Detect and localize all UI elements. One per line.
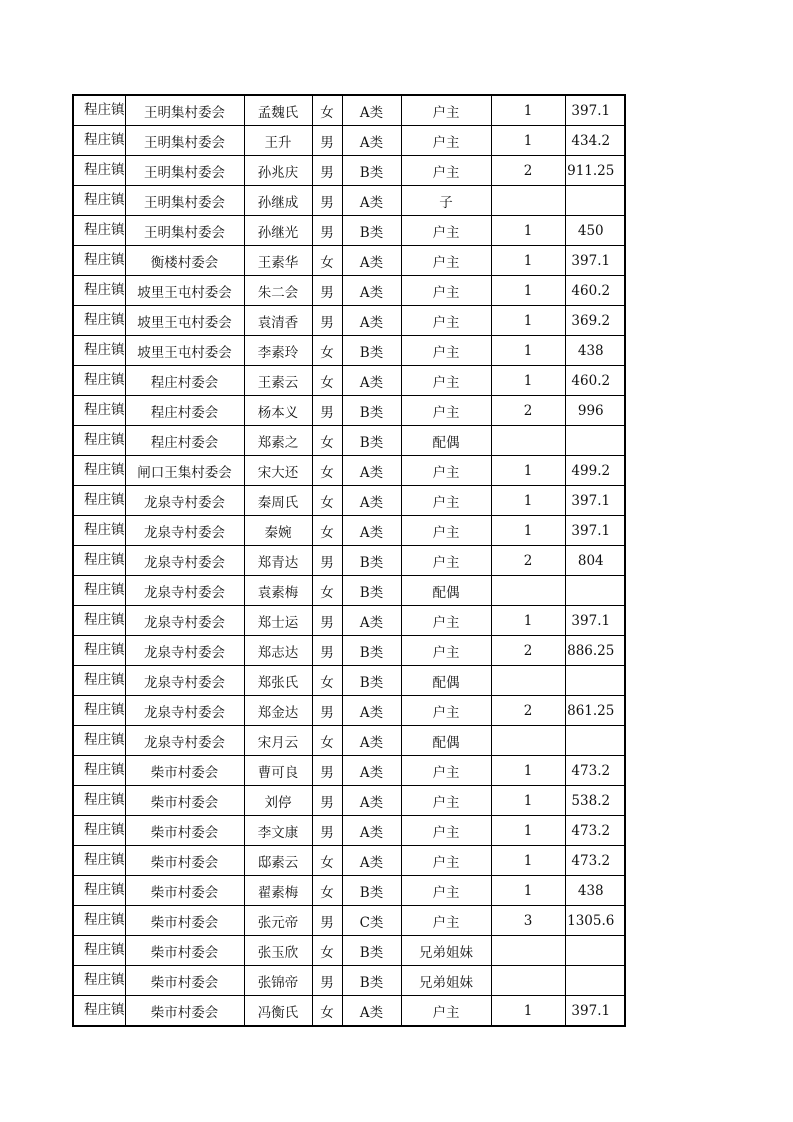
count-cell: 1 [491, 846, 565, 876]
count-cell: 2 [491, 396, 565, 426]
gender-cell: 女 [312, 246, 342, 276]
amount-cell: 886.25 [565, 636, 625, 666]
relation-cell: 户主 [401, 216, 491, 246]
gender-cell: 女 [312, 486, 342, 516]
town-cell: 程庄镇 [73, 726, 125, 756]
amount-cell: 397.1 [565, 246, 625, 276]
category-cell: A类 [342, 366, 401, 396]
village-cell: 王明集村委会 [125, 126, 244, 156]
village-cell: 龙泉寺村委会 [125, 666, 244, 696]
relation-cell: 配偶 [401, 576, 491, 606]
category-cell: B类 [342, 216, 401, 246]
town-cell: 程庄镇 [73, 276, 125, 306]
village-cell: 龙泉寺村委会 [125, 636, 244, 666]
category-cell: A类 [342, 816, 401, 846]
gender-cell: 男 [312, 816, 342, 846]
relation-cell: 户主 [401, 786, 491, 816]
roster-body [73, 95, 625, 1026]
name-cell: 孟魏氏 [244, 95, 312, 126]
relation-cell: 户主 [401, 276, 491, 306]
town-cell: 程庄镇 [73, 606, 125, 636]
count-cell: 1 [491, 456, 565, 486]
count-cell [491, 576, 565, 606]
gender-cell: 男 [312, 186, 342, 216]
name-cell: 郑青达 [244, 546, 312, 576]
village-cell: 柴市村委会 [125, 876, 244, 906]
gender-cell: 女 [312, 366, 342, 396]
gender-cell: 女 [312, 876, 342, 906]
gender-cell: 女 [312, 576, 342, 606]
name-cell: 张锦帝 [244, 966, 312, 996]
village-cell: 柴市村委会 [125, 846, 244, 876]
gender-cell: 男 [312, 636, 342, 666]
table-row [73, 696, 625, 726]
gender-cell: 男 [312, 396, 342, 426]
relation-cell: 户主 [401, 846, 491, 876]
table-row [73, 846, 625, 876]
count-cell: 1 [491, 306, 565, 336]
relation-cell: 户主 [401, 636, 491, 666]
table-row [73, 396, 625, 426]
relation-cell: 户主 [401, 336, 491, 366]
table-row [73, 756, 625, 786]
gender-cell: 女 [312, 666, 342, 696]
relation-cell: 户主 [401, 95, 491, 126]
table-row [73, 726, 625, 756]
town-cell: 程庄镇 [73, 336, 125, 366]
table-row [73, 95, 625, 126]
amount-cell: 397.1 [565, 996, 625, 1027]
count-cell: 1 [491, 276, 565, 306]
gender-cell: 男 [312, 606, 342, 636]
category-cell: A类 [342, 696, 401, 726]
village-cell: 柴市村委会 [125, 816, 244, 846]
table-row [73, 996, 625, 1027]
table-row [73, 516, 625, 546]
category-cell: B类 [342, 936, 401, 966]
amount-cell: 911.25 [565, 156, 625, 186]
name-cell: 刘停 [244, 786, 312, 816]
table-row [73, 906, 625, 936]
gender-cell: 女 [312, 456, 342, 486]
category-cell: B类 [342, 396, 401, 426]
relation-cell: 户主 [401, 156, 491, 186]
table-row [73, 936, 625, 966]
category-cell: A类 [342, 786, 401, 816]
count-cell: 1 [491, 486, 565, 516]
category-cell: A类 [342, 186, 401, 216]
category-cell: A类 [342, 95, 401, 126]
table-row [73, 816, 625, 846]
name-cell: 孙继光 [244, 216, 312, 246]
village-cell: 王明集村委会 [125, 95, 244, 126]
count-cell: 3 [491, 906, 565, 936]
category-cell: A类 [342, 606, 401, 636]
table-row [73, 246, 625, 276]
category-cell: A类 [342, 126, 401, 156]
table-row [73, 366, 625, 396]
relation-cell: 子 [401, 186, 491, 216]
amount-cell: 460.2 [565, 276, 625, 306]
amount-cell: 473.2 [565, 816, 625, 846]
amount-cell: 473.2 [565, 756, 625, 786]
category-cell: B类 [342, 636, 401, 666]
gender-cell: 男 [312, 306, 342, 336]
count-cell: 1 [491, 606, 565, 636]
gender-cell: 男 [312, 906, 342, 936]
village-cell: 王明集村委会 [125, 216, 244, 246]
name-cell: 翟素梅 [244, 876, 312, 906]
town-cell: 程庄镇 [73, 246, 125, 276]
gender-cell: 女 [312, 846, 342, 876]
village-cell: 龙泉寺村委会 [125, 486, 244, 516]
count-cell [491, 726, 565, 756]
amount-cell: 397.1 [565, 606, 625, 636]
town-cell: 程庄镇 [73, 186, 125, 216]
name-cell: 宋月云 [244, 726, 312, 756]
town-cell: 程庄镇 [73, 126, 125, 156]
amount-cell: 438 [565, 336, 625, 366]
amount-cell [565, 576, 625, 606]
name-cell: 袁素梅 [244, 576, 312, 606]
count-cell: 1 [491, 786, 565, 816]
village-cell: 王明集村委会 [125, 156, 244, 186]
name-cell: 秦婉 [244, 516, 312, 546]
relation-cell: 户主 [401, 306, 491, 336]
category-cell: A类 [342, 846, 401, 876]
count-cell [491, 666, 565, 696]
category-cell: A类 [342, 726, 401, 756]
gender-cell: 女 [312, 336, 342, 366]
category-cell: B类 [342, 546, 401, 576]
count-cell: 1 [491, 516, 565, 546]
amount-cell: 1305.6 [565, 906, 625, 936]
town-cell: 程庄镇 [73, 936, 125, 966]
village-cell: 闸口王集村委会 [125, 456, 244, 486]
town-cell: 程庄镇 [73, 516, 125, 546]
amount-cell: 397.1 [565, 486, 625, 516]
relation-cell: 兄弟姐妹 [401, 936, 491, 966]
amount-cell [565, 186, 625, 216]
table-row [73, 306, 625, 336]
count-cell: 1 [491, 246, 565, 276]
amount-cell [565, 726, 625, 756]
name-cell: 郑张氏 [244, 666, 312, 696]
amount-cell: 450 [565, 216, 625, 246]
table-row [73, 636, 625, 666]
village-cell: 龙泉寺村委会 [125, 576, 244, 606]
name-cell: 王素云 [244, 366, 312, 396]
table-row [73, 666, 625, 696]
relation-cell: 户主 [401, 546, 491, 576]
town-cell: 程庄镇 [73, 996, 125, 1027]
table-row [73, 156, 625, 186]
table-row [73, 786, 625, 816]
count-cell: 1 [491, 126, 565, 156]
relation-cell: 户主 [401, 246, 491, 276]
village-cell: 衡楼村委会 [125, 246, 244, 276]
amount-cell: 538.2 [565, 786, 625, 816]
village-cell: 程庄村委会 [125, 396, 244, 426]
count-cell: 1 [491, 366, 565, 396]
relation-cell: 户主 [401, 756, 491, 786]
town-cell: 程庄镇 [73, 756, 125, 786]
name-cell: 孙继成 [244, 186, 312, 216]
category-cell: C类 [342, 906, 401, 936]
amount-cell: 397.1 [565, 95, 625, 126]
relation-cell: 户主 [401, 396, 491, 426]
town-cell: 程庄镇 [73, 636, 125, 666]
gender-cell: 男 [312, 966, 342, 996]
relation-cell: 配偶 [401, 666, 491, 696]
village-cell: 柴市村委会 [125, 936, 244, 966]
name-cell: 朱二会 [244, 276, 312, 306]
table-row [73, 276, 625, 306]
village-cell: 柴市村委会 [125, 966, 244, 996]
category-cell: A类 [342, 756, 401, 786]
gender-cell: 男 [312, 276, 342, 306]
town-cell: 程庄镇 [73, 816, 125, 846]
town-cell: 程庄镇 [73, 306, 125, 336]
relation-cell: 兄弟姐妹 [401, 966, 491, 996]
village-cell: 龙泉寺村委会 [125, 696, 244, 726]
name-cell: 郑士运 [244, 606, 312, 636]
table-row [73, 216, 625, 246]
count-cell: 1 [491, 216, 565, 246]
village-cell: 程庄村委会 [125, 366, 244, 396]
town-cell: 程庄镇 [73, 95, 125, 126]
relation-cell: 户主 [401, 366, 491, 396]
gender-cell: 男 [312, 546, 342, 576]
name-cell: 曹可良 [244, 756, 312, 786]
village-cell: 柴市村委会 [125, 756, 244, 786]
town-cell: 程庄镇 [73, 876, 125, 906]
gender-cell: 男 [312, 216, 342, 246]
town-cell: 程庄镇 [73, 666, 125, 696]
village-cell: 龙泉寺村委会 [125, 726, 244, 756]
town-cell: 程庄镇 [73, 906, 125, 936]
village-cell: 柴市村委会 [125, 786, 244, 816]
name-cell: 冯衡氏 [244, 996, 312, 1027]
category-cell: B类 [342, 426, 401, 456]
amount-cell: 460.2 [565, 366, 625, 396]
relation-cell: 户主 [401, 696, 491, 726]
relation-cell: 户主 [401, 996, 491, 1027]
name-cell: 张元帝 [244, 906, 312, 936]
town-cell: 程庄镇 [73, 486, 125, 516]
category-cell: A类 [342, 996, 401, 1027]
amount-cell: 369.2 [565, 306, 625, 336]
gender-cell: 男 [312, 756, 342, 786]
gender-cell: 女 [312, 996, 342, 1027]
gender-cell: 男 [312, 156, 342, 186]
category-cell: B类 [342, 336, 401, 366]
count-cell [491, 966, 565, 996]
relation-cell: 户主 [401, 456, 491, 486]
village-cell: 程庄村委会 [125, 426, 244, 456]
town-cell: 程庄镇 [73, 396, 125, 426]
town-cell: 程庄镇 [73, 456, 125, 486]
amount-cell: 861.25 [565, 696, 625, 726]
town-cell: 程庄镇 [73, 366, 125, 396]
gender-cell: 女 [312, 516, 342, 546]
roster-table [72, 94, 626, 1027]
amount-cell [565, 966, 625, 996]
count-cell: 2 [491, 546, 565, 576]
count-cell: 2 [491, 636, 565, 666]
name-cell: 王升 [244, 126, 312, 156]
count-cell: 1 [491, 876, 565, 906]
table-row [73, 426, 625, 456]
amount-cell: 438 [565, 876, 625, 906]
category-cell: B类 [342, 576, 401, 606]
name-cell: 杨本义 [244, 396, 312, 426]
village-cell: 坡里王屯村委会 [125, 336, 244, 366]
table-row [73, 606, 625, 636]
count-cell: 1 [491, 336, 565, 366]
amount-cell: 473.2 [565, 846, 625, 876]
category-cell: B类 [342, 876, 401, 906]
town-cell: 程庄镇 [73, 216, 125, 246]
table-row [73, 126, 625, 156]
name-cell: 张玉欣 [244, 936, 312, 966]
category-cell: A类 [342, 456, 401, 486]
village-cell: 柴市村委会 [125, 906, 244, 936]
table-row [73, 876, 625, 906]
name-cell: 郑金达 [244, 696, 312, 726]
amount-cell: 996 [565, 396, 625, 426]
village-cell: 龙泉寺村委会 [125, 516, 244, 546]
name-cell: 郑素之 [244, 426, 312, 456]
gender-cell: 女 [312, 95, 342, 126]
name-cell: 宋大还 [244, 456, 312, 486]
count-cell [491, 936, 565, 966]
relation-cell: 户主 [401, 126, 491, 156]
amount-cell [565, 936, 625, 966]
relation-cell: 户主 [401, 486, 491, 516]
category-cell: B类 [342, 156, 401, 186]
amount-cell: 397.1 [565, 516, 625, 546]
count-cell [491, 426, 565, 456]
town-cell: 程庄镇 [73, 546, 125, 576]
relation-cell: 户主 [401, 606, 491, 636]
gender-cell: 男 [312, 126, 342, 156]
category-cell: B类 [342, 666, 401, 696]
relation-cell: 户主 [401, 516, 491, 546]
town-cell: 程庄镇 [73, 846, 125, 876]
category-cell: A类 [342, 276, 401, 306]
category-cell: A类 [342, 246, 401, 276]
village-cell: 龙泉寺村委会 [125, 606, 244, 636]
count-cell: 1 [491, 816, 565, 846]
relation-cell: 配偶 [401, 726, 491, 756]
table-row [73, 186, 625, 216]
category-cell: B类 [342, 966, 401, 996]
relation-cell: 户主 [401, 876, 491, 906]
count-cell: 2 [491, 156, 565, 186]
town-cell: 程庄镇 [73, 696, 125, 726]
name-cell: 郑志达 [244, 636, 312, 666]
count-cell: 1 [491, 996, 565, 1027]
gender-cell: 男 [312, 786, 342, 816]
town-cell: 程庄镇 [73, 966, 125, 996]
amount-cell [565, 666, 625, 696]
count-cell: 1 [491, 756, 565, 786]
count-cell: 2 [491, 696, 565, 726]
table-row [73, 336, 625, 366]
relation-cell: 户主 [401, 816, 491, 846]
table-row [73, 456, 625, 486]
amount-cell [565, 426, 625, 456]
village-cell: 龙泉寺村委会 [125, 546, 244, 576]
town-cell: 程庄镇 [73, 786, 125, 816]
town-cell: 程庄镇 [73, 426, 125, 456]
gender-cell: 男 [312, 696, 342, 726]
count-cell: 1 [491, 95, 565, 126]
relation-cell: 配偶 [401, 426, 491, 456]
village-cell: 坡里王屯村委会 [125, 306, 244, 336]
table-row [73, 576, 625, 606]
village-cell: 王明集村委会 [125, 186, 244, 216]
gender-cell: 女 [312, 426, 342, 456]
name-cell: 秦周氏 [244, 486, 312, 516]
name-cell: 李文康 [244, 816, 312, 846]
category-cell: A类 [342, 516, 401, 546]
name-cell: 袁清香 [244, 306, 312, 336]
town-cell: 程庄镇 [73, 576, 125, 606]
gender-cell: 女 [312, 726, 342, 756]
town-cell: 程庄镇 [73, 156, 125, 186]
amount-cell: 499.2 [565, 456, 625, 486]
table-row [73, 966, 625, 996]
amount-cell: 434.2 [565, 126, 625, 156]
table-row [73, 546, 625, 576]
village-cell: 坡里王屯村委会 [125, 276, 244, 306]
name-cell: 王素华 [244, 246, 312, 276]
category-cell: A类 [342, 306, 401, 336]
name-cell: 邸素云 [244, 846, 312, 876]
name-cell: 李素玲 [244, 336, 312, 366]
count-cell [491, 186, 565, 216]
table-row [73, 486, 625, 516]
category-cell: A类 [342, 486, 401, 516]
amount-cell: 804 [565, 546, 625, 576]
name-cell: 孙兆庆 [244, 156, 312, 186]
village-cell: 柴市村委会 [125, 996, 244, 1027]
gender-cell: 女 [312, 936, 342, 966]
relation-cell: 户主 [401, 906, 491, 936]
